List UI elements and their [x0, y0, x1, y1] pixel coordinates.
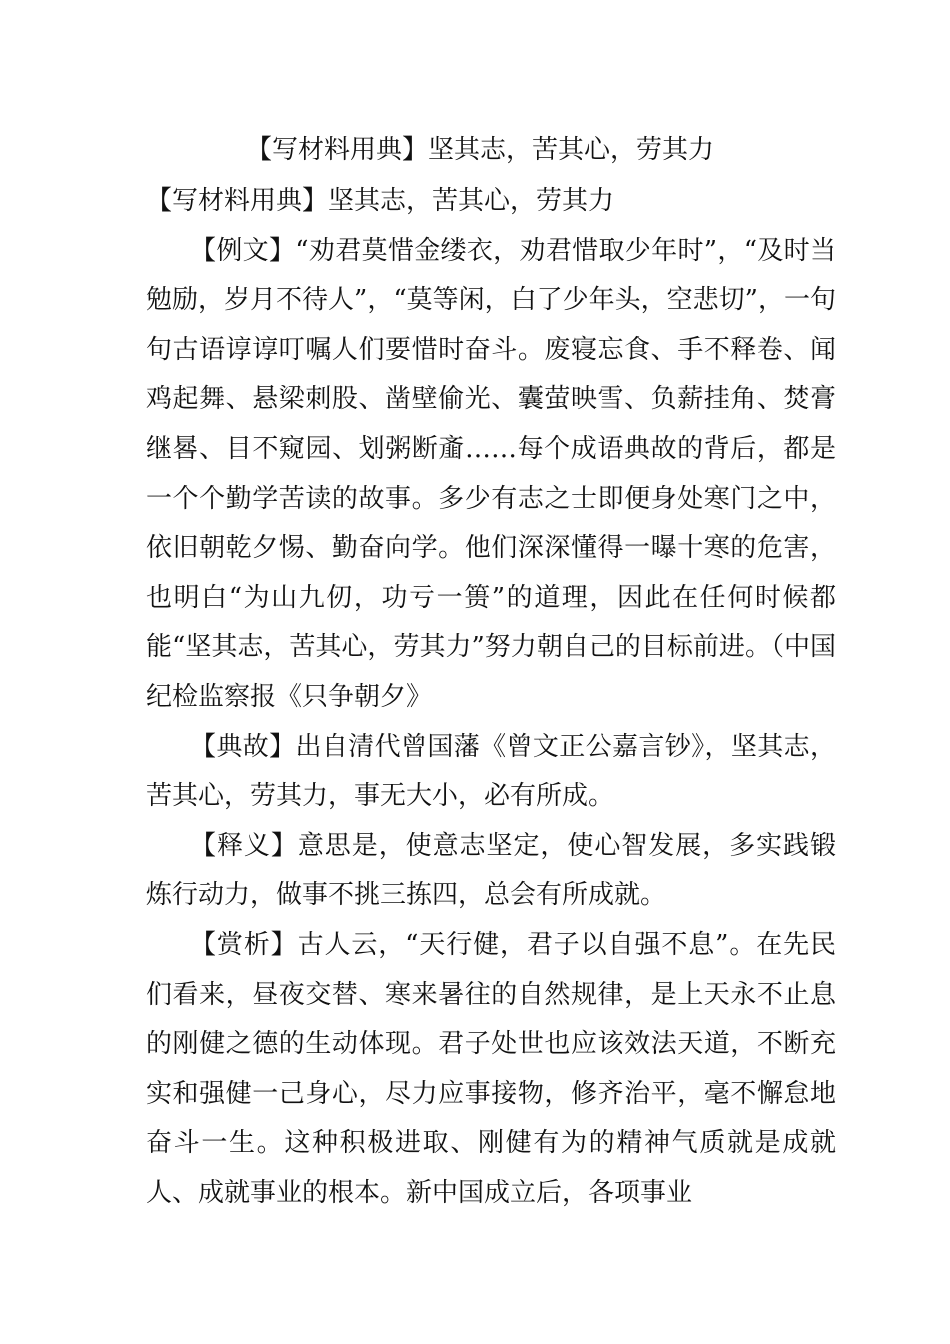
paragraph-example: 【例文】“劝君莫惜金缕衣，劝君惜取少年时”，“及时当勉励，岁月不待人”，“莫等闲，白了少年头，空悲切”，一句句古语谆谆叮嘱人们要惜时奋斗。废寝忘食、手不释卷、闻鸡起舞、悬梁刺股、凿壁偷光、囊萤映雪、负薪挂角、焚膏继晷、目不窥园、划粥断齑……每个成语典故的背后，都是一个个勤学苦读的故事。多少有志之士即便身处寒门之中，依旧朝乾夕惕、勤奋向学。他们深深懂得一曝十寒的危害，也明白“为山九仞，功亏一篑”的道理，因此在任何时候都能“坚其志，苦其心，劳其力”努力朝自己的目标前进。（中国纪检监察报《只争朝夕》: [146, 235, 836, 712]
paragraph-appreciation: 【赏析】古人云，“天行健，君子以自强不息”。在先民们看来，昼夜交替、寒来暑往的自然规律，是上天永不止息的刚健之德的生动体现。君子处世也应该效法天道，不断充实和强健一己身心，尽力应事接物，修齐治平，毫不懈怠地奋斗一生。这种积极进取、刚健有为的精神气质就是成就人、成就事业的根本。新中国成立后，各项事业: [146, 929, 836, 1208]
paragraph-source: 【典故】出自清代曾国藩《曾文正公嘉言钞》，坚其志，苦其心，劳其力，事无大小，必有所成。: [146, 731, 836, 812]
document-body: [146, 177, 836, 1218]
subtitle-line: 【写材料用典】坚其志，苦其心，劳其力: [146, 186, 615, 216]
document-title: 【写材料用典】坚其志，苦其心，劳其力: [245, 135, 714, 165]
paragraph-meaning: 【释义】意思是，使意志坚定，使心智发展，多实践锻炼行动力，做事不挑三拣四，总会有所成就。: [146, 830, 836, 911]
